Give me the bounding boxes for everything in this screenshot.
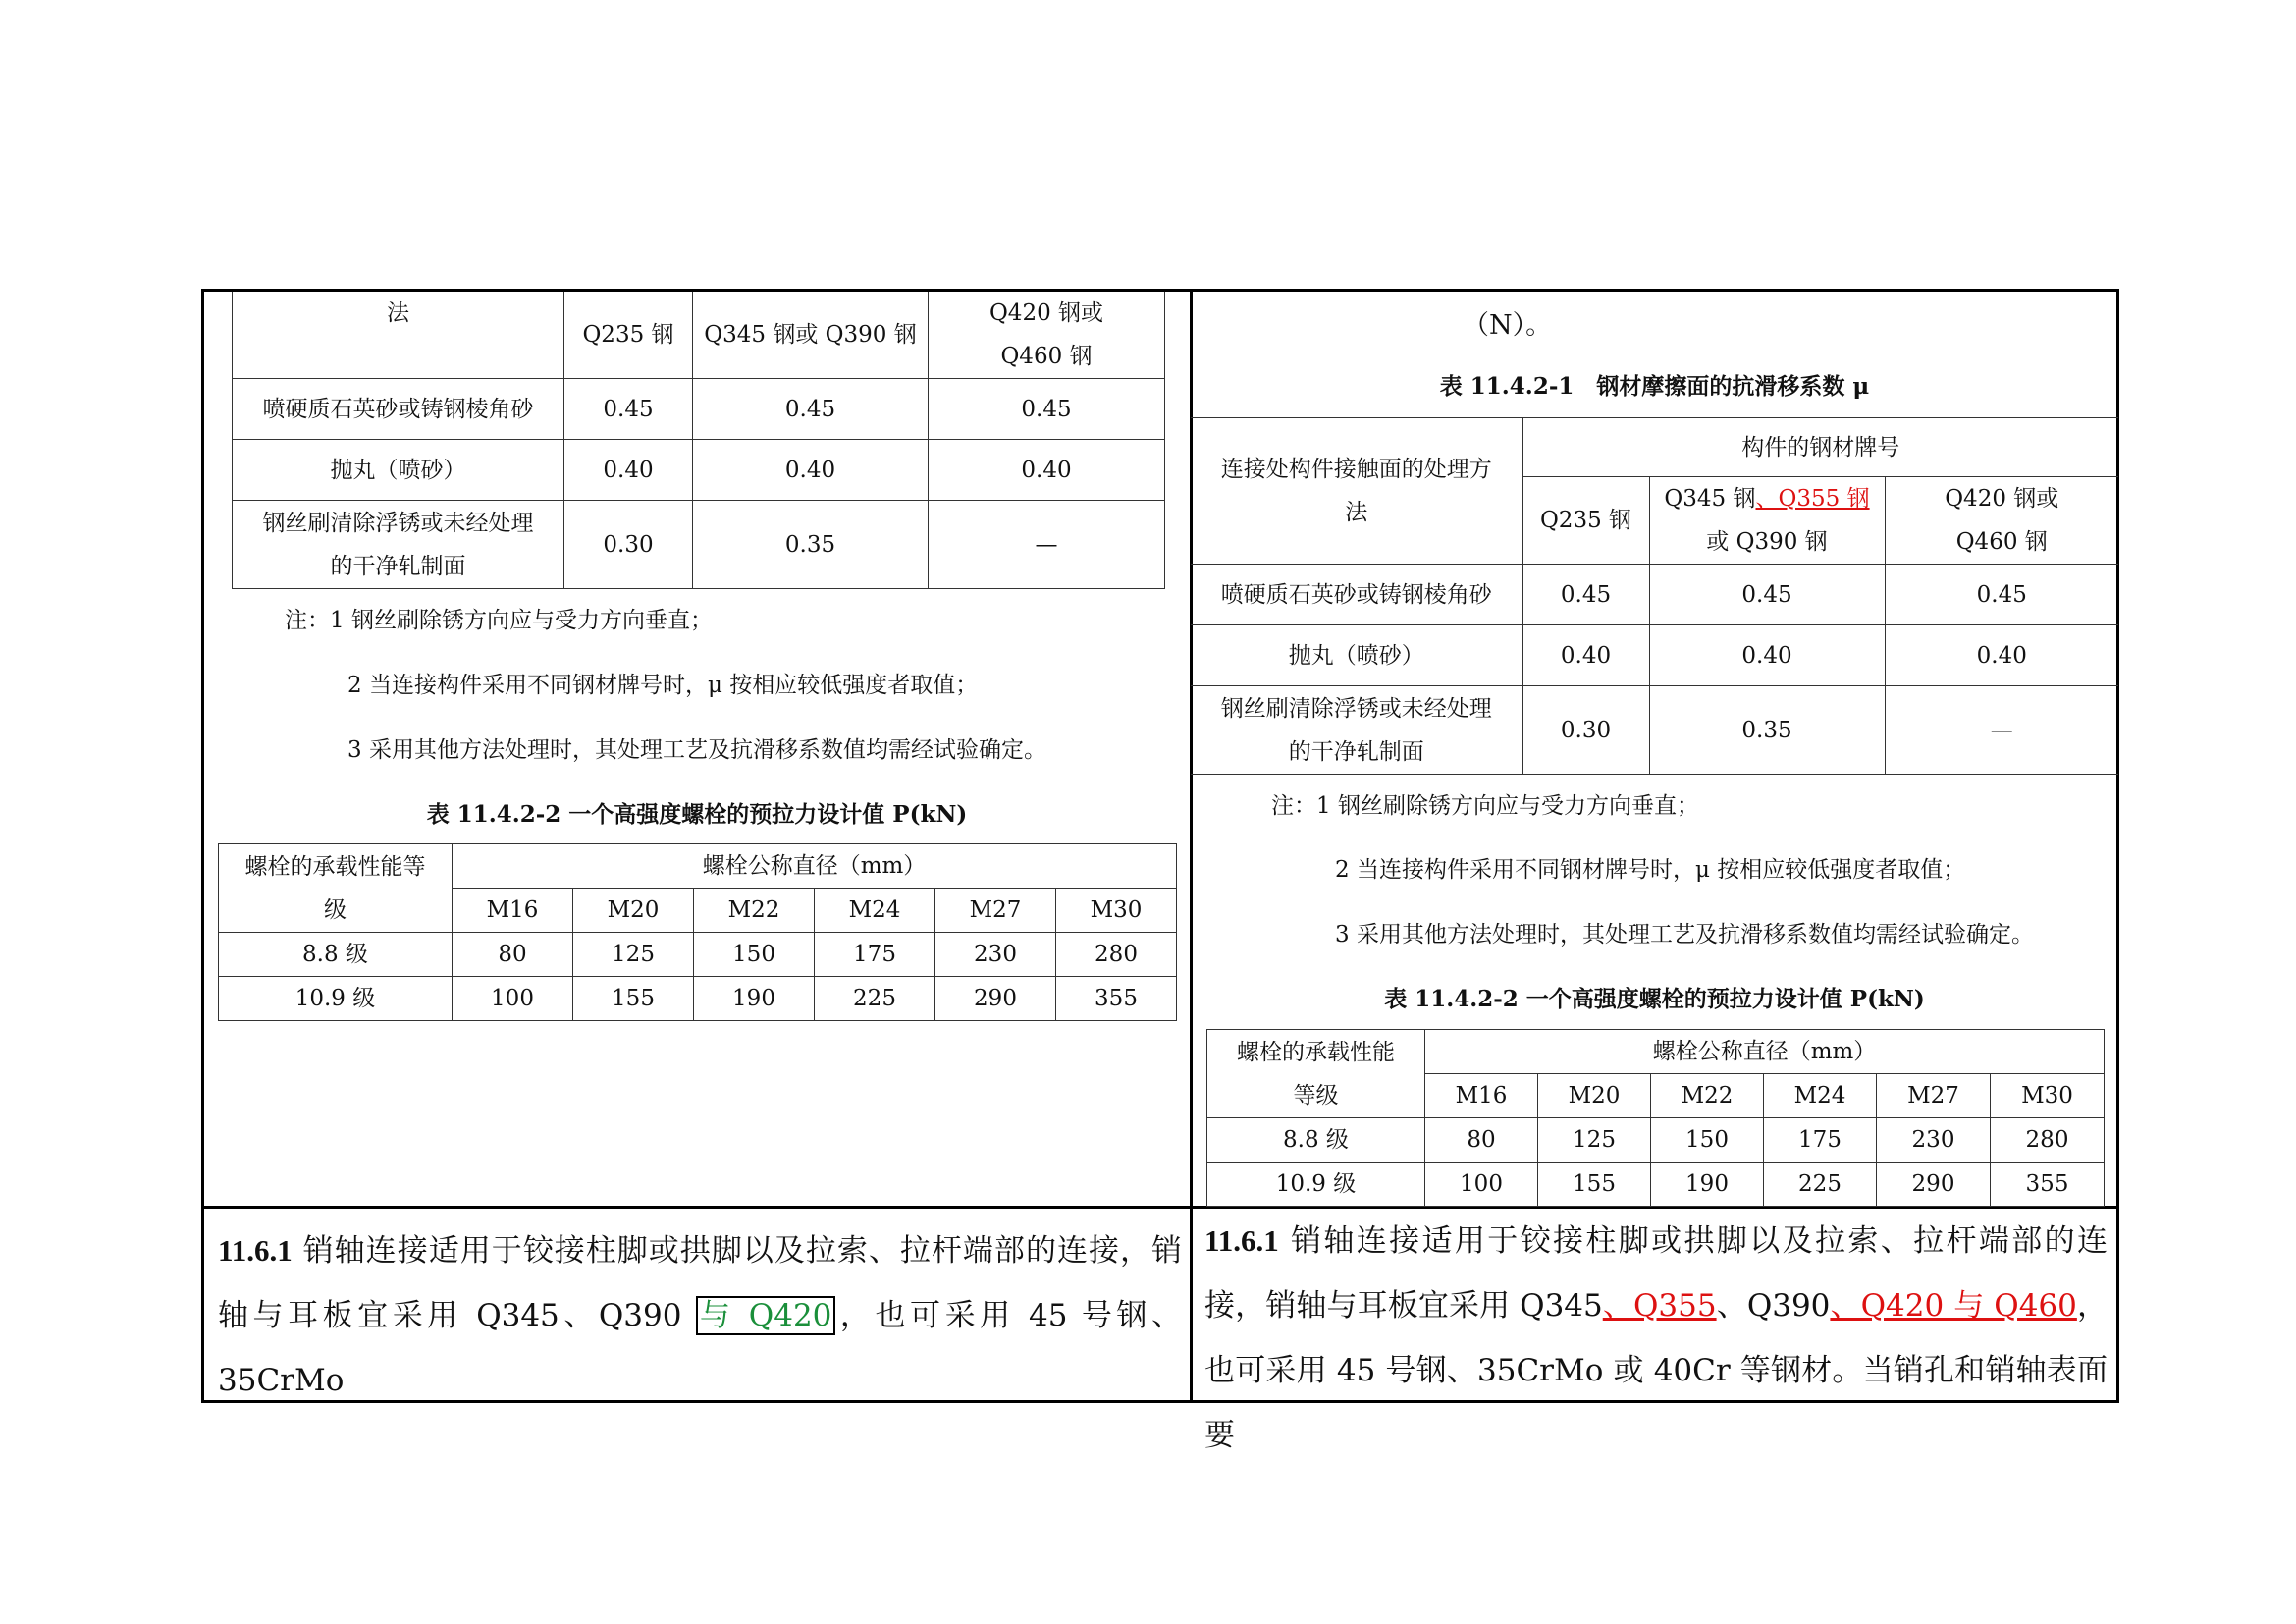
left-friction-table [232,292,1165,589]
table-row: 钢丝刷清除浮锈或未经处理 的干净轧制面 0.30 0.35 — [1191,686,2118,775]
note-1: 注：1 钢丝刷除锈方向应与受力方向垂直； [285,608,713,633]
inserted-text: 、Q420 与 Q460 [1830,1288,2077,1324]
right-bolt-table: 螺栓的承载性能 等级 螺栓公称直径（mm） M16 M20 M22 M24 M27 M30 8.8 级 80 125 150 175 230 280 10.9 级 100 155 190 225 290 355 [1206,1029,2105,1207]
header-q235: Q235 钢 [1522,477,1649,565]
right-top-cell [1193,292,2116,1206]
note-3: 3 采用其他方法处理时，其处理工艺及抗滑移系数值均需经试验确定。 [347,737,1046,763]
table-row: 抛丸（喷砂） 0.40 0.40 0.40 [233,440,1165,501]
table-row: 10.9 级 100 155 190 225 290 355 [1207,1163,2105,1207]
header-grade: 螺栓的承载性能等 级 [219,844,453,933]
note-1: 注：1 钢丝刷除锈方向应与受力方向垂直； [1271,793,1699,819]
table-row: 喷硬质石英砂或铸钢棱角砂 0.45 0.45 0.45 [1191,565,2118,625]
table-row: 10.9 级 100 155 190 225 290 355 [219,977,1177,1021]
left-clause-text: 11.6.1 销轴连接适用于铰接柱脚或拱脚以及拉索、拉杆端部的连接，销轴与耳板宜采用 Q345、Q390 与 Q420 ，也可采用 45 号钢、35CrMo [218,1233,1182,1398]
header-diameter: 螺栓公称直径（mm） [453,844,1177,889]
left-clause-cell [204,1209,1190,1400]
right-clause-cell [1193,1209,2116,1453]
clause-number: 11.6.1 [218,1233,293,1268]
note-2: 2 当连接构件采用不同钢材牌号时，μ 按相应较低强度者取值； [1335,857,1966,883]
note-3: 3 采用其他方法处理时，其处理工艺及抗滑移系数值均需经试验确定。 [1335,922,2034,947]
right-friction-table [1191,417,2118,775]
header-q420: Q420 钢或 Q460 钢 [1885,477,2118,565]
bolt-table-caption: 表 11.4.2-2 一个高强度螺栓的预拉力设计值 P(kN) [426,801,968,828]
boxed-insertion: 与 Q420 [696,1296,836,1335]
header-q345: Q345 钢或 Q390 钢 [693,292,929,379]
table-row: 钢丝刷清除浮锈或未经处理 的干净轧制面 0.30 0.35 — [233,501,1165,589]
header-diameter: 螺栓公称直径（mm） [1425,1030,2105,1074]
header-grade-group: 构件的钢材牌号 [1522,418,2118,477]
bolt-table-caption: 表 11.4.2-2 一个高强度螺栓的预拉力设计值 P(kN) [1384,986,1925,1012]
friction-table-caption: 表 11.4.2-1 钢材摩擦面的抗滑移系数 μ [1439,373,1870,400]
header-q345: Q345 钢、Q355 钢 或 Q390 钢 [1649,477,1885,565]
header-method: 法 [233,292,564,379]
table-row: 喷硬质石英砂或铸钢棱角砂 0.45 0.45 0.45 [233,379,1165,440]
header-q235: Q235 钢 [564,292,693,379]
header-q420: Q420 钢或 Q460 钢 [929,292,1165,379]
header-method: 连接处构件接触面的处理方 法 [1191,418,1522,565]
header-grade: 螺栓的承载性能 等级 [1207,1030,1425,1118]
note-2: 2 当连接构件采用不同钢材牌号时，μ 按相应较低强度者取值； [347,673,979,698]
right-clause-text: 11.6.1 销轴连接适用于铰接柱脚或拱脚以及拉索、拉杆端部的连接，销轴与耳板宜采用 Q345、Q355、Q390、Q420 与 Q460，也可采用 45 号钢、35CrMo 或 40Cr 等钢材。当销孔和销轴表面要 [1204,1223,2108,1453]
left-bolt-table: 螺栓的承载性能等 级 螺栓公称直径（mm） M16 M20 M22 M24 M27 M30 8.8 级 80 125 150 175 230 280 10.9 级 100 155 190 225 290 355 [218,843,1177,1021]
inserted-text: 、Q355 [1602,1288,1717,1324]
table-row: 8.8 级 80 125 150 175 230 280 [219,933,1177,977]
clause-number: 11.6.1 [1204,1223,1279,1258]
table-row: 抛丸（喷砂） 0.40 0.40 0.40 [1191,625,2118,686]
right-top-text: （N）。 [1463,310,1553,341]
left-top-cell [204,292,1190,1206]
table-row: 8.8 级 80 125 150 175 230 280 [1207,1118,2105,1163]
